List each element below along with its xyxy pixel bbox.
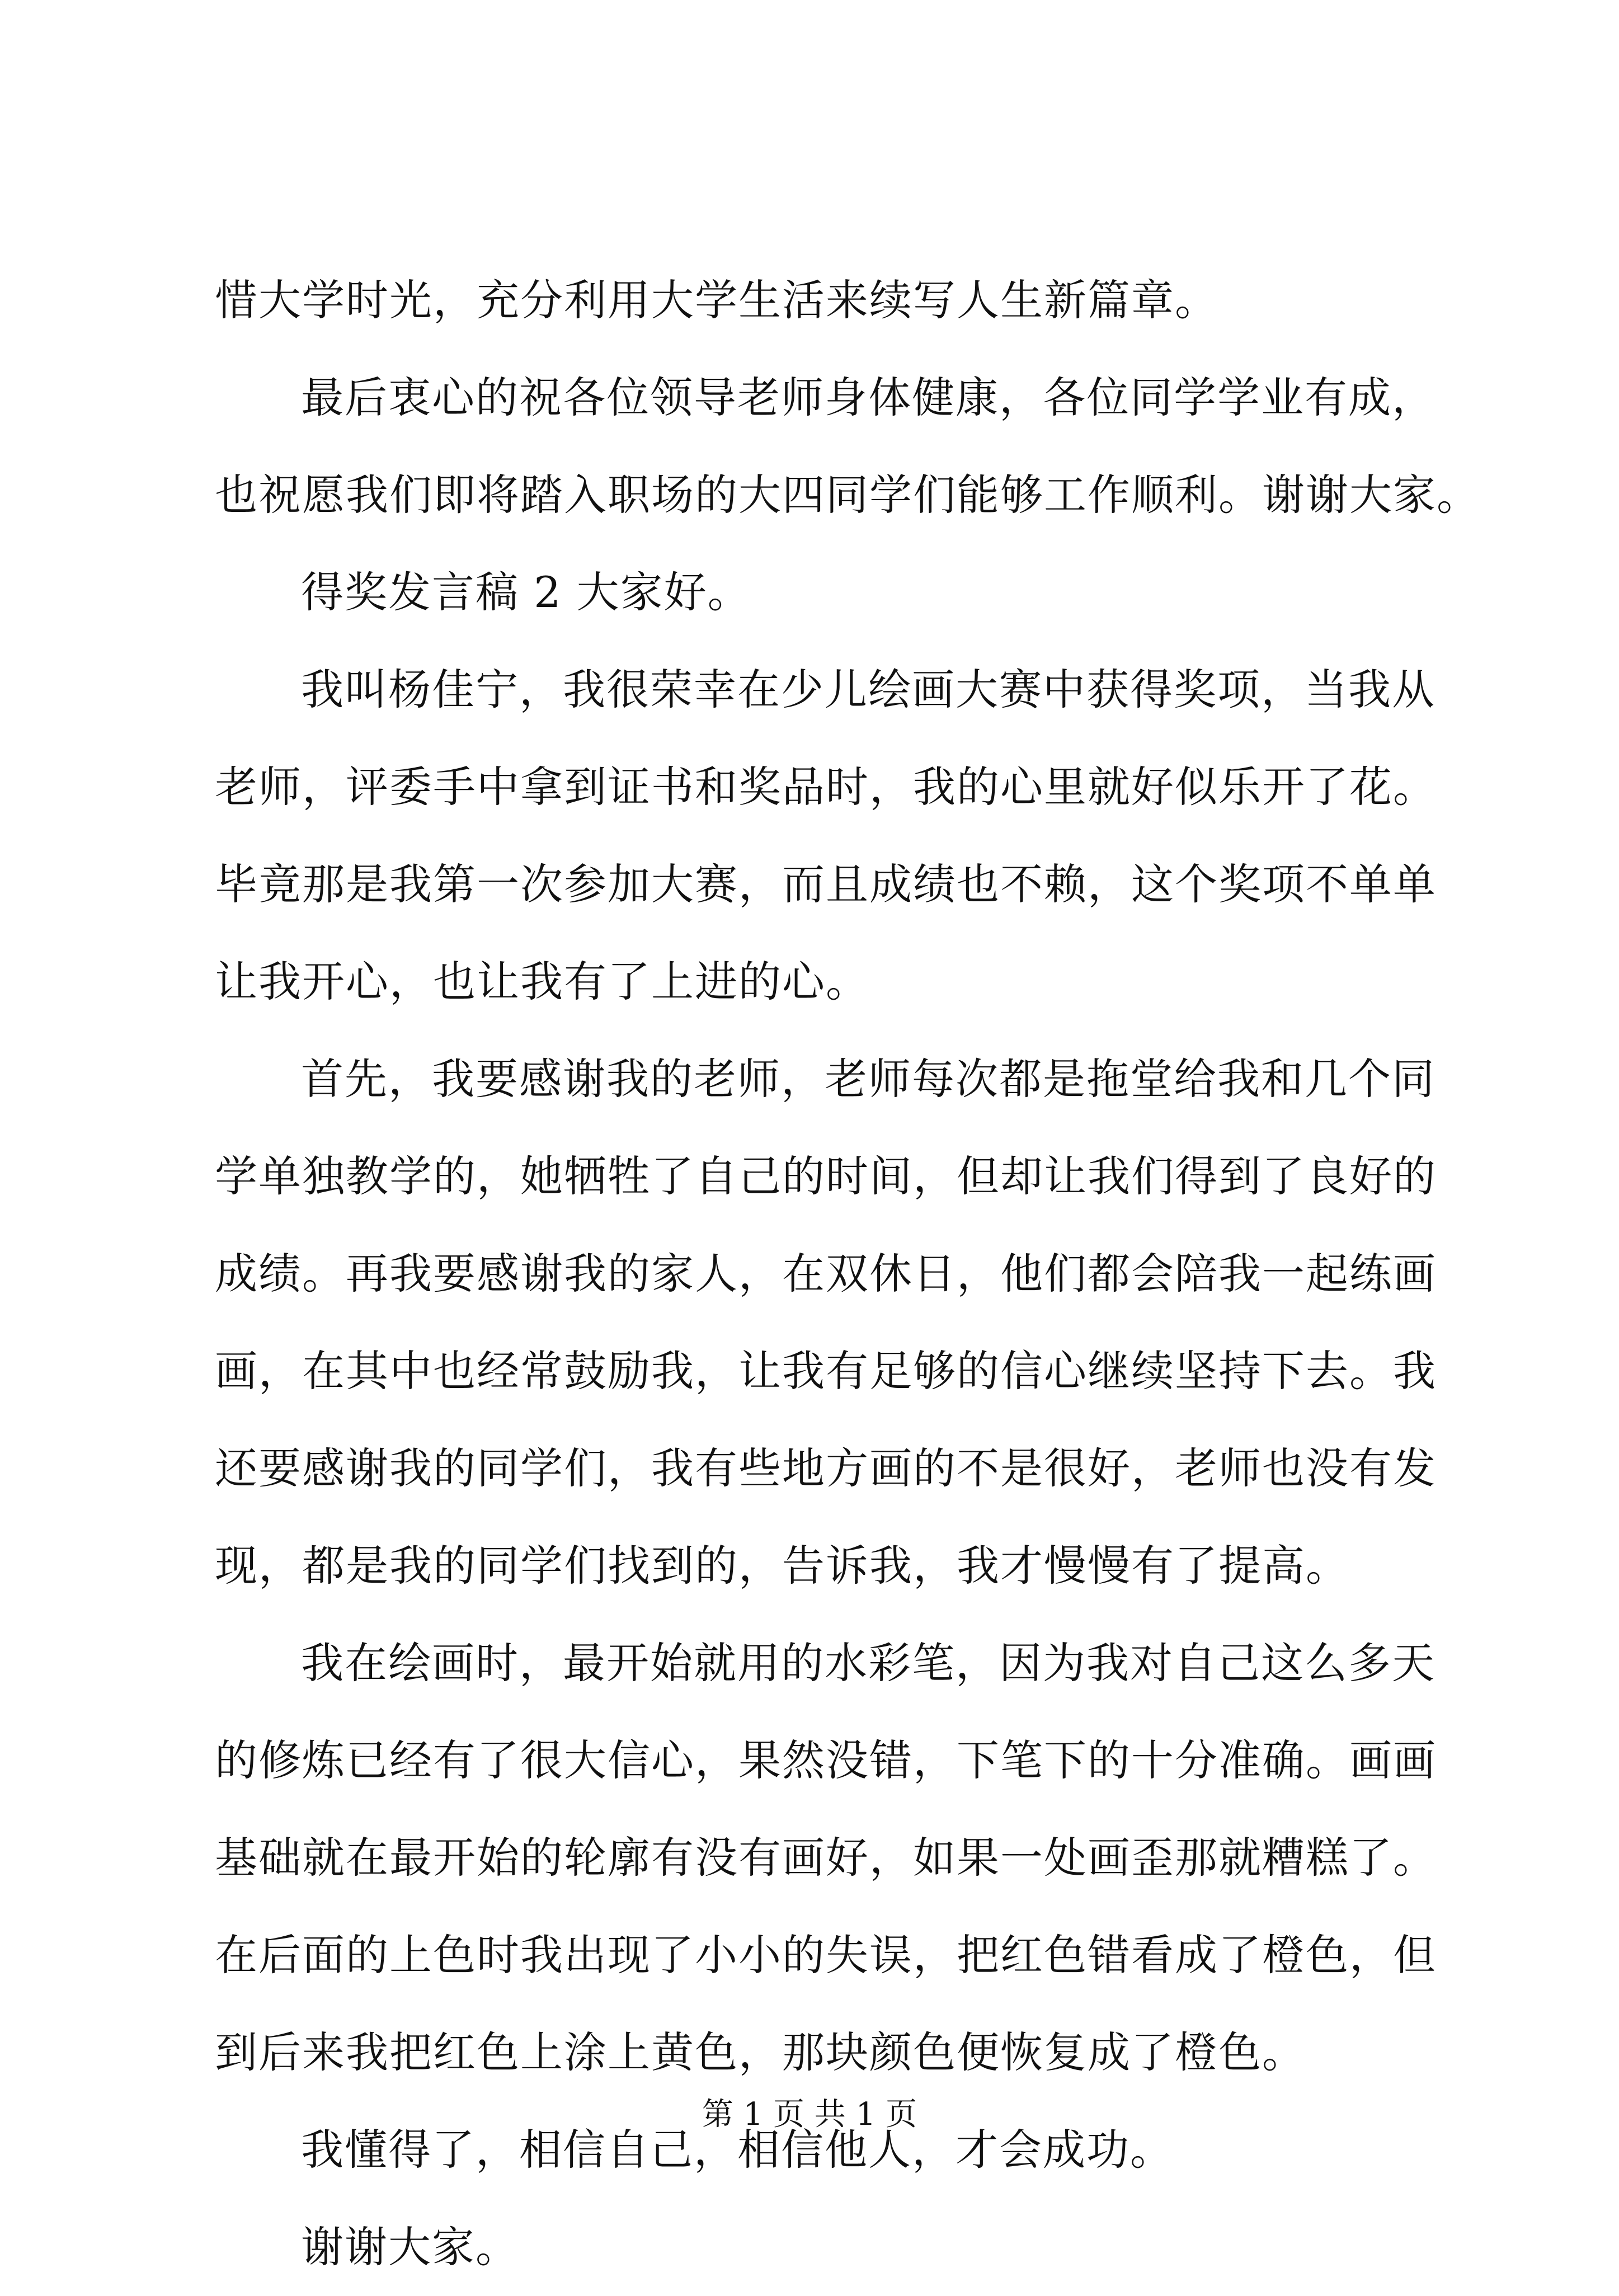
text-line: 毕竟那是我第一次参加大赛，而且成绩也不赖，这个奖项不单单 <box>215 859 1437 909</box>
paragraph-line: 我懂得了，相信自己，相信他人，才会成功。 <box>301 2125 1174 2175</box>
paragraph-line: 我在绘画时，最开始就用的水彩笔，因为我对自己这么多天 <box>301 1638 1436 1688</box>
text-line: 学单独教学的，她牺牲了自己的时间，但却让我们得到了良好的 <box>215 1151 1437 1201</box>
text-line: 还要感谢我的同学们，我有些地方画的不是很好，老师也没有发 <box>215 1443 1437 1493</box>
text-line: 老师，评委手中拿到证书和奖品时，我的心里就好似乐开了花。 <box>215 762 1437 812</box>
text-line: 基础就在最开始的轮廓有没有画好，如果一处画歪那就糟糕了。 <box>215 1833 1437 1883</box>
text-line: 在后面的上色时我出现了小小的失误，把红色错看成了橙色，但 <box>215 1930 1437 1980</box>
text-line: 画，在其中也经常鼓励我，让我有足够的信心继续坚持下去。我 <box>215 1346 1437 1396</box>
text-line: 让我开心，也让我有了上进的心。 <box>215 957 869 1006</box>
text-line: 现，都是我的同学们找到的，告诉我，我才慢慢有了提高。 <box>215 1541 1349 1591</box>
paragraph-line: 首先，我要感谢我的老师，老师每次都是拖堂给我和几个同 <box>301 1054 1436 1104</box>
document-body <box>215 252 1480 2296</box>
paragraph-line: 得奖发言稿 2 大家好。 <box>301 567 751 617</box>
text-line: 的修炼已经有了很大信心，果然没错，下笔下的十分准确。画画 <box>215 1735 1437 1785</box>
paragraph-line: 我叫杨佳宁，我很荣幸在少儿绘画大赛中获得奖项，当我从 <box>301 665 1436 714</box>
text-line: 也祝愿我们即将踏入职场的大四同学们能够工作顺利。谢谢大家。 <box>215 470 1480 520</box>
paragraph-line: 最后衷心的祝各位领导老师身体健康，各位同学学业有成， <box>301 373 1436 422</box>
text-line: 惜大学时光，充分利用大学生活来续写人生新篇章。 <box>215 275 1218 325</box>
text-line: 到后来我把红色上涂上黄色，那块颜色便恢复成了橙色。 <box>215 2027 1306 2077</box>
page-number-footer: 第 1 页 共 1 页 <box>702 2096 917 2133</box>
text-line: 成绩。再我要感谢我的家人，在双休日，他们都会陪我一起练画 <box>215 1249 1437 1298</box>
paragraph-line: 谢谢大家。 <box>301 2222 519 2272</box>
